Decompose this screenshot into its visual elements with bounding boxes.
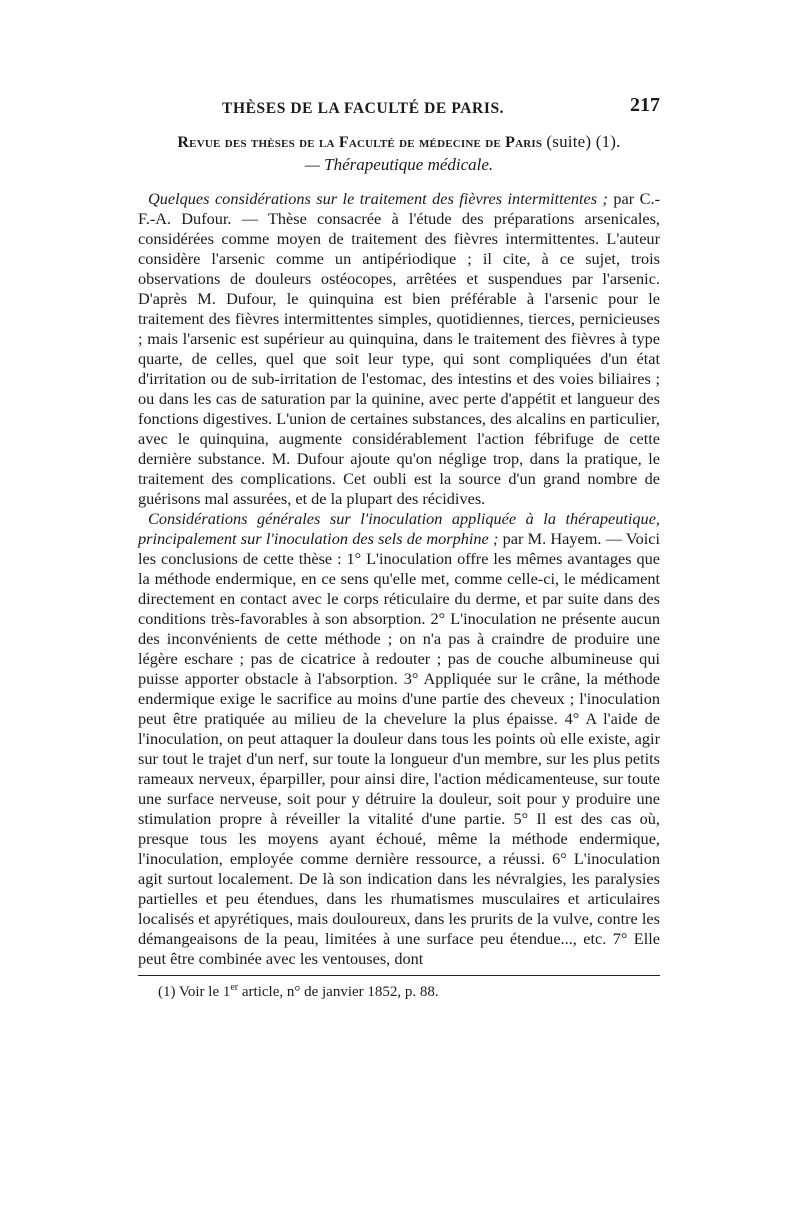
paragraph-dufour <box>138 189 660 509</box>
thesis-title: Quelques considérations sur le traitement des fièvres intermittentes ; <box>148 189 608 208</box>
footnote-divider <box>138 975 660 976</box>
footnote-superscript: er <box>230 982 239 993</box>
section-subtitle: — Thérapeutique médicale. <box>304 155 494 174</box>
thesis-title: Considérations générales sur l'inoculation appliquée à la thérapeutique, principalement sur l'inoculation des sels de morphine ; <box>138 509 660 548</box>
paragraph-body: par C.-F.-A. Dufour. — Thèse consacrée à l'étude des préparations arsenicales, considérées comme moyen de traitement des fièvres intermittentes. L'auteur considère l'arsenic comme un antipériodique ; il cite, à ce sujet, trois observations de douleurs ostéocopes, arrêtées et suspendues par l'arsenic. D'après M. Dufour, le quinquina est bien préférable à l'arsenic pour le traitement des fièvres intermittentes simples, quotidiennes, tierces, pernicieuses ; mais l'arsenic est supérieur au quinquina, dans le traitement des fièvres à type quarte, de celles, quel que soit leur type, qui sont compliquées d'un état d'irritation ou de sub-irritation de l'estomac, des intestins et des voies biliaires ; ou dans les cas de saturation par la quinine, avec perte d'appétit et langueur des fonctions digestives. L'union de certaines substances, des alcalins en particulier, avec le quinquina, augmente considérablement l'action fébrifuge de cette dernière substance. M. Dufour ajoute qu'on néglige trop, dans la pratique, le traitement des complications. Cet oubli est la source d'un grand nombre de guérisons mal assurées, et de la plupart des récidives. <box>138 189 661 508</box>
section-title <box>138 132 660 152</box>
page-number: 217 <box>630 94 660 116</box>
footnote-prefix: (1) Voir le 1 <box>158 984 231 1000</box>
book-page <box>138 92 660 1001</box>
running-header <box>138 92 660 122</box>
footnote-suffix: article, n° de janvier 1852, p. 88. <box>238 984 439 1000</box>
section-title-text: Revue des thèses de la Faculté de médecine de Paris <box>177 134 543 151</box>
paragraph-body: par M. Hayem. — Voici les conclusions de cette thèse : 1° L'inoculation offre les mêmes avantages que la méthode endermique, en ce sens qu'elle met, comme celle-ci, le médicament directement en contact avec le corps réticulaire du derme, et par suite dans des conditions très-favorables à son absorption. 2° L'inoculation ne présente aucun des inconvénients de cette méthode ; on n'a pas à craindre de produire une légère eschare ; pas de cicatrice à redouter ; pas de couche albumineuse qui puisse apporter obstacle à l'absorption. 3° Appliquée sur le crâne, la méthode endermique exige le sacrifice au moins d'une partie des cheveux ; l'inoculation peut être pratiquée au milieu de la chevelure la plus épaisse. 4° A l'aide de l'inoculation, on peut attaquer la douleur dans tous les points où elle existe, agir sur tout le trajet d'un nerf, sur toute la longueur d'un membre, sur les plus petits rameaux nerveux, éparpiller, pour ainsi dire, l'action médicamenteuse, sur toute une surface nerveuse, soit pour y détruire la douleur, soit pour y produire une stimulation propre à réveiller la vitalité d'une partie. 5° Il est des cas où, presque tous les moyens ayant échoué, même la méthode endermique, l'inoculation, employée comme dernière ressource, a réussi. 6° L'inoculation agit surtout localement. De là son indication dans les névralgies, les paralysies partielles et peu étendues, dans les rhumatismes musculaires et articulaires localisés et apyrétiques, mais douloureux, dans les prurits de la vulve, contre les démangeaisons de la peau, limitées à une surface peu étendue..., etc. 7° Elle peut être combinée avec les ventouses, dont <box>138 529 660 968</box>
running-title: THÈSES DE LA FACULTÉ DE PARIS. <box>222 100 505 117</box>
section-title-suffix: (suite) (1). <box>546 132 621 151</box>
paragraph-hayem <box>138 509 660 969</box>
footnote <box>138 982 660 1001</box>
